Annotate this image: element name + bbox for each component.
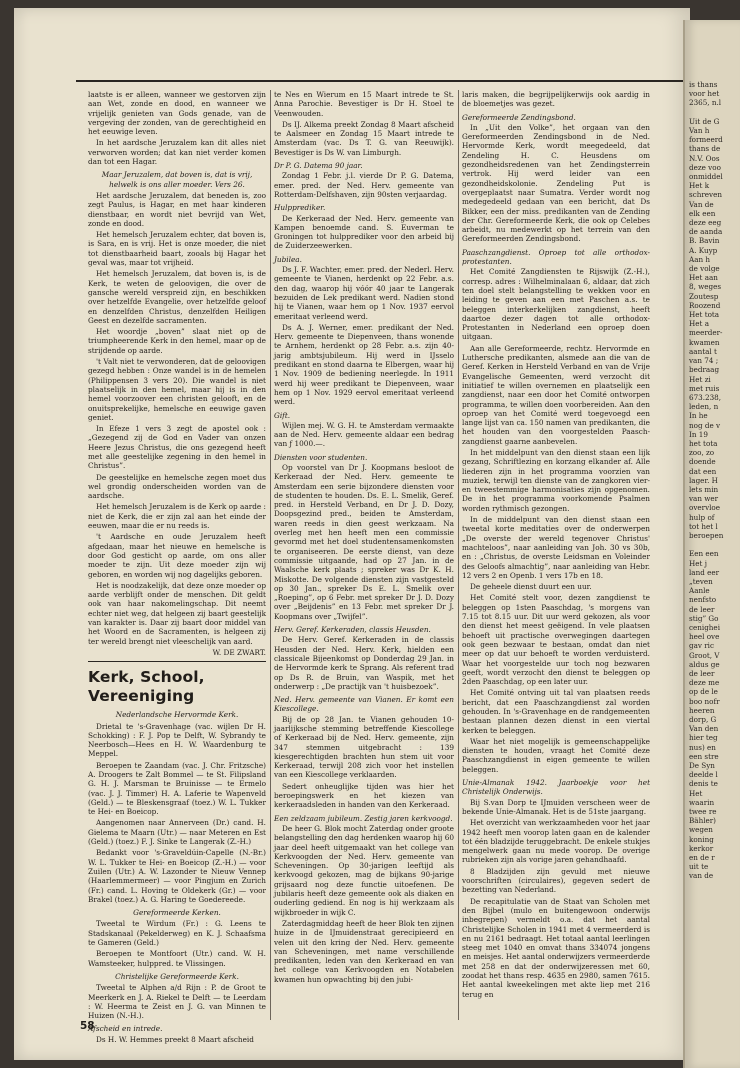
fragment-line: zoo, zo <box>689 448 715 458</box>
author-signature: W. DE ZWART. <box>212 647 266 657</box>
fragment-line: Zoutesp <box>689 291 719 301</box>
paragraph: De heer G. Blok mocht Zaterdag onder groote belangstelling den dag herdenken waarop hij 60 jaar deel heeft uitgemaakt van het college van Kerkvoogden der Ned. Herv. gemeente van Scheveningen. Op 30-jarigen leeftijd als kerkvoogd gekozen, mag de bijkans 90-jarige grijsaard nog deze functie uitoefenen. De jubilaris heeft deze gemeente ook als diaken en ouderling gediend. En nog is hij werkzaam als wijkbroeder in wijk C. <box>274 823 454 917</box>
paragraph: De recapitulatie van de Staat van Scholen met den Bijbel (mulo en buitengewoon onderwijs inbegrepen) vermeldt o.a. dat het aantal Christelijke Scholen in 1941 met 4 vermeerderd is en nu 2161 bedraagt. Het totaal aantal leerlingen steeg met 1040 en omvat thans 334074 jongens en meisjes. Het aantal onderwijzers vermeerderde met 258 en dat der onderwijzeressen met 60, zoodat het thans resp. 4635 en 2980, samen 7615. Het aantal kweekelingen met akte liep met 216 terug en <box>462 896 650 999</box>
article-heading: Gereformeerde Zendingsbond. <box>462 112 576 122</box>
fragment-line: van de <box>689 871 714 881</box>
fragment-line: deze me <box>689 678 720 688</box>
bible-quote: Maar Jeruzalem, dat boven is, dat is vrij, helwelk is ons aller moeder. Vers 26. <box>101 170 253 189</box>
paragraph: 't Aardsche en oude Jeruzalem heeft afgedaan, maar het nieuwe en hemelsche is door God gesticht op aarde, om ons aller moeder te zijn. Uit deze moeder zijn wij geboren, en worden wij nog dagelijks geboren. <box>88 532 266 579</box>
fragment-line: Een een <box>689 549 719 559</box>
paragraph: 8 Bladzijden zijn gevuld met nieuwe voorschriften (circulaires), gegeven sedert de bezetting van Nederland. <box>462 866 650 895</box>
fragment-line: Het <box>689 788 703 798</box>
fragment-line: nus) en <box>689 742 716 752</box>
fragment-line: van wer <box>689 494 719 504</box>
paragraph: In het aardsche Jeruzalem kan dit alles niet verworven worden; dat kan niet verder komen dan tot een Hagar. <box>88 138 266 167</box>
paragraph: 't Valt niet te verwonderen, dat de geloovigen gezegd hebben : Onze wandel is in de hemelen (Philippensen 3 vers 20). Die wandel is niet plaatselijk in den hemel, maar hij is in den hemel voorzoover een christen gelooft, en de onuitsprekelijke, hemelsche en eeuwige gaven geniet. <box>88 357 266 422</box>
article-heading: Ned. Herv. gemeente van Vianen. Er komt een Kiescollege. <box>274 695 454 714</box>
article-heading: Paaschzangdienst. Oproep tot alle orthodox-protestanten. <box>462 247 650 267</box>
fragment-line: de volge <box>689 264 720 274</box>
fragment-line: van 74 ; <box>689 356 719 366</box>
fragment-line: is thans <box>689 80 718 89</box>
fragment-line: Bähler) <box>689 816 716 826</box>
fragment-line: een stre <box>689 751 719 761</box>
paragraph: Het Comité ontving uit tal van plaatsen reeds bericht, dat een Paaschzangdienst zal worden gehouden. In 's-Gravenhage en de randgemeenten bestaan plannen dezen dienst in een viertal kerken te beleggen. <box>462 688 650 735</box>
fragment-line: In 19 <box>689 429 708 439</box>
fragment-line: op de le <box>689 687 718 697</box>
newspaper-page <box>14 8 690 1060</box>
paragraph: Aangenomen naar Annerveen (Dr.) cand. H. Gielema te Maarn (Utr.) — naar Meteren en Est (Geld.) (toez.) F. J. Sinke te Langerak (Z.-H.) <box>88 818 266 847</box>
fragment-line: leden, n <box>689 402 719 412</box>
paragraph: De geheele dienst duurt een uur. <box>470 582 592 592</box>
article-heading: Afscheid en intrede. <box>88 1024 163 1034</box>
fragment-line: overvloe <box>689 503 721 513</box>
church-subheading: Nederlandsche Hervormde Kerk. <box>115 710 239 720</box>
fragment-line: de aanda <box>689 227 723 237</box>
article-heading: Hulpprediker. <box>274 203 326 213</box>
paragraph: Beroepen te Zaandam (vac. J. Chr. Fritzsche) A. Droogers te Zalt Bommel — te St. Filipsland G. H. J. Marsman te Bruinisse — te Ermelo (vac. J. J. Timmer) H. A. Laferie te Wapenveld (Geld.) — te Bleskensgraaf (toez.) W. L. Tukker te Hei- en Boeicop. <box>88 760 266 817</box>
fragment-line: Uit de G <box>689 116 720 126</box>
paragraph: Bij S.van Dorp te IJmuiden verscheen weer de bekende Unie-Almanak. Het is de 51ste jaargang. <box>462 797 650 816</box>
fragment-line: Het j <box>689 558 707 568</box>
fragment-line: heel ove <box>689 632 720 642</box>
fragment-line: „teven <box>689 576 713 586</box>
fragment-line: het tota <box>689 438 718 448</box>
page-number: 58 <box>80 1020 95 1032</box>
fragment-line: lets min <box>689 484 719 494</box>
article-heading: Diensten voor studenten. <box>274 452 368 462</box>
fragment-line: onmiddel <box>689 172 723 182</box>
fragment-line: doende <box>689 457 716 467</box>
fragment-line: 8, weges <box>689 282 722 292</box>
fragment-line: twee re <box>689 807 717 817</box>
paragraph: Zondag 1 Febr. j.l. vierde Dr P. G. Datema, emer. pred. der Ned. Herv. gemeente van Rotterdam-Delfshaven, zijn 90sten verjaardag. <box>274 171 454 199</box>
fragment-line: Van h <box>689 126 710 136</box>
fragment-line: Groot, V <box>689 650 720 660</box>
paragraph: Bedankt voor 's-Graveldúin-Capelle (N.-Br.) W. L. Tukker te Hei- en Boeicop (Z.-H.) — voor Zuilen (Utr.) A. W. Lazonder te Nieuw Vennep (Haarlemmermeer) — voor Pingjum en Zurich (Fr.) cand. L. Hoving te Oldekerk (Gr.) — voor Brakel (toez.) A. G. Haring te Goedereede. <box>88 848 266 904</box>
column-2 <box>274 90 454 1020</box>
fragment-line: dat een <box>689 466 717 476</box>
fragment-line: Aanle <box>689 586 710 596</box>
paragraph: Aan alle Gereformeerde, rechtz. Hervormde en Luthersche predikanten, alsmede aan die van de Geref. Kerken in Hersteld Verband en van de Vrije Evangelische Gemeenten, werd verzocht dit initiatief te willen overnemen en plaatselijk een zangdienst, naar een door het Comité ontworpen programma, te willen doen voorbereiden. Aan den oproep van het Comité werd toegevoegd een lange lijst van ca. 150 namen van predikanten, die het houden van den voorgestelden Paasch-zangdienst gaarne aanbevelen. <box>462 343 650 446</box>
article-heading: Gift. <box>274 410 291 420</box>
section-title: Kerk, School, Vereeniging <box>88 668 205 706</box>
fragment-line: elk een <box>689 208 716 218</box>
paragraph: Wijlen mej. W. G. H. te Amsterdam vermaakte aan de Ned. Herv. gemeente aldaar een bedrag van ƒ 1000.—. <box>274 420 454 449</box>
fragment-line: hulp of <box>689 512 715 522</box>
section-divider <box>88 661 266 662</box>
paragraph: Het woordje „boven” slaat niet op de triumpheerende Kerk in den hemel, maar op de strijdende op aarde. <box>88 327 266 355</box>
paragraph: Drietal te 's-Gravenhage (vac. wijlen Dr H. Schokking) : F. J. Pop te Delft, W. Sybrandy te Neerbosch—Hees en H. W. Waardenburg te Meppel. <box>88 721 266 759</box>
fragment-line: 2365, n.l <box>689 98 722 108</box>
paragraph: Het hemelsch Jeruzalem echter, dat boven is, is Sara, en is vrij. Het is onze moeder, die niet tot dienstbaarheid baart, zooals bij Hagar het geval was, maar tot vrijheid. <box>88 230 266 268</box>
paragraph: laris maken, die begrijpelijkerwijs ook aardig in de bloemetjes was gezet. <box>462 90 650 109</box>
column-1 <box>88 90 266 1044</box>
fragment-line: stig” Go <box>689 613 719 623</box>
article-heading: Herv. Geref. Kerkeraden, classis Heusden. <box>274 625 431 635</box>
paragraph: Waar het niet mogelijk is gemeenschappelijke diensten te houden, vraagt het Comité deze Paaschzangdienst in eigen gemeente te willen beleggen. <box>462 736 650 774</box>
paragraph: Zaterdagmiddag heeft de heer Blok ten zijnen huize in de IJmuidenstraat gerecipieerd en velen uit den kring der Ned. Herv. gemeente van Scheveningen, met name verschillende predikanten, leden van den Kerkeraad en van het college van Kerkvoogden en Notabelen kwamen hun opwachting bij den jubi- <box>274 918 454 984</box>
fragment-line: Het aan <box>689 273 718 283</box>
fragment-line: lager. H <box>689 475 718 485</box>
fragment-line: deelde l <box>689 770 718 780</box>
fragment-line <box>689 540 738 549</box>
column-divider <box>270 90 271 1020</box>
paragraph: De geestelijke en hemelsche zegen moet dus wel grondig onderscheiden worden van de aardsche. <box>88 472 266 501</box>
article-heading: Een zeldzaam jubileum. Zestig jaren kerkvoogd. <box>274 813 453 823</box>
fragment-line: nog de v <box>689 420 721 430</box>
fragment-line: aldus ge <box>689 659 720 669</box>
paragraph: Ds IJ. Alkema preekt Zondag 8 Maart afscheid te Aalsmeer en Zondag 15 Maart intrede te Amsterdam (vac. Ds T. G. van Reeuwijk). Bevestiger is Ds W. van Limburgh. <box>274 119 454 157</box>
fragment-line: Het tota <box>689 310 720 320</box>
article-heading: Dr P. G. Datema 90 jaar. <box>274 161 363 171</box>
fragment-line: wegen <box>689 825 713 835</box>
fragment-line: Het k <box>689 181 710 191</box>
church-subheading: Gereformeerde Kerken. <box>133 908 221 918</box>
paragraph: Het Comité Zangdiensten te Rijswijk (Z.-H.), corresp. adres : Wilhelminalaan 6, aldaar, dat zich ten doel stelt belangstelling te wekken voor en leiding te geven aan een met Paschen a.s. te beleggen interkerkelijken zangdienst, heeft daartoe dezer dagen tot alle orthodox-Protestanten in Nederland een oproep doen uitgaan. <box>462 267 650 342</box>
paragraph: Het overzicht van werkzaamheden voor het jaar 1942 heeft men voorop laten gaan en de kalender tot één bladzijde teruggebracht. De enkele stukjes mengelwerk gaan nu mede voorop. De overige rubrieken zijn als vorige jaren gehandhaafd. <box>462 818 650 865</box>
top-rule <box>76 80 688 82</box>
fragment-line: B. Bavin <box>689 236 720 246</box>
fragment-line: land eer <box>689 567 720 577</box>
paragraph: In de middelpunt van den dienst staan een tweetal korte meditaties over de onderwerpen „De overste der wereld tegenover Christus' machteloos”, naar aanleiding van Joh. 30 vs 30b, en : „Christus, de overste Leidsman en Voleinder des Geloofs almachtig”, naar aanleiding van Hebr. 12 vers 2 en Openb. 1 vers 17b en 18. <box>462 515 650 580</box>
fragment-line: heeren <box>689 705 715 715</box>
fragment-line: thans de <box>689 144 721 154</box>
paragraph: Het aardsche Jeruzalem, dat beneden is, zoo zegt Paulus, is Hagar, en met haar kinderen dienstbaar, en wordt niet bevrijd van Wet, zonde en dood. <box>88 190 266 228</box>
fragment-line: De Syn <box>689 761 715 771</box>
paragraph: Sedert onheuglijke tijden was hier het beroepingswerk en het kiezen van kerkeraadsleden in handen van den Kerkeraad. <box>274 781 454 810</box>
fragment-line: Van de <box>689 199 714 209</box>
fragment-line: aantal t <box>689 346 717 356</box>
fragment-line: Het zi <box>689 374 711 384</box>
fragment-line: Het a <box>689 319 709 329</box>
fragment-line: kwamen <box>689 337 720 347</box>
paragraph: De Herv. Geref. Kerkeraden in de classis Heusden der Ned. Herv. Kerk, hielden een classicale Bijeenkomst op Donderdag 29 Jan. in de Hervormde kerk te Sprang. Als referent trad op Ds R. de Bruin, van Waspik, met het onderwerp : „De practijk van 't huisbezoek”. <box>274 635 454 691</box>
fragment-line: voor het <box>689 89 720 99</box>
fragment-line: Aan h <box>689 254 711 264</box>
fragment-line: deze eeg <box>689 218 722 228</box>
paragraph: Het hemelsch Jeruzalem, dat boven is, is de Kerk, te weten de geloovigen, die over de gansche wereld verspreid zijn, en beschikken over hetzelfde Evangelie, over hetzelfde geloof en denzelfden Christus, denzelfden Heiligen Geest en dezelfde sacramenten. <box>88 269 266 325</box>
church-subheading: Christelijke Gereformeerde Kerk. <box>115 971 239 981</box>
fragment-line <box>689 108 738 117</box>
fragment-line: met ruis <box>689 383 720 393</box>
paragraph: Ds A. J. Werner, emer. predikant der Ned. Herv. gemeente te Diepenveen, thans wonende te Arnhem, herdenkt op 28 Febr. a.s. zijn 40-jarig ambtsjubileum. Hij werd in IJsselo predikant en stond daarna te Elbergen, waar hij 1 Nov. 1909 de bediening neerlegde. In 1911 werd hij weer predikant te Diepenveen, waar hem op 1 Nov. 1929 eervol emeritaat verleend werd. <box>274 322 454 407</box>
fragment-line: hier teg <box>689 733 718 743</box>
paragraph: laatste is er alleen, wanneer we gestorven zijn aan Wet, zonde en dood, en wanneer we vrijelijk genieten van Gods genade, van de vergeving der zonden, van de gerechtigheid en het eeuwige leven. <box>88 90 266 137</box>
fragment-line: de leer <box>689 669 715 678</box>
paragraph: De Kerkeraad der Ned. Herv. gemeente van Kampen benoemde cand. S. Euverman te Groningen tot hulpprediker voor den arbeid bij de Zuiderzeewerken. <box>274 213 454 251</box>
fragment-line: uit te <box>689 862 709 872</box>
fragment-line: dorp, G <box>689 715 717 725</box>
fragment-line: Roozend <box>689 300 721 310</box>
fragment-line: de leer <box>689 604 715 614</box>
fragment-line: nenfsto <box>689 595 717 605</box>
adjacent-page-text <box>685 20 740 881</box>
article-heading: Jubilea. <box>274 254 302 264</box>
paragraph: Tweetal te Wirdum (Fr.) : G. Leens te Stadskanaal (Pekelderweg) en K. J. Schaafsma te Gameren (Geld.) <box>88 919 266 948</box>
fragment-line: In he <box>689 411 708 421</box>
paragraph: In het middelpunt van den dienst staan een lijk gezang, Schriftlezing en korzang elkander af. Alle liederen zijn in het programma voorzien van muziek, terwijl ten dienste van de zangkoren vier- en tweestemmige harmonisaties zijn opgenomen. De in het programma voorkomende Psalmen worden rythmisch gezongen. <box>462 447 650 513</box>
fragment-line: tot het l <box>689 521 718 531</box>
fragment-line: A. Kuyp <box>689 245 718 255</box>
paragraph: Bij de op 28 Jan. te Vianen gehouden 10-jaarlijksche stemming betreffende Kiescollege of Kerkeraad bij de Ned. Herv. gemeente, zijn 347 stemmen uitgebracht : 139 kiesgerechtigden brachten hun stem uit voor Kerkeraad, terwijl 208 zich voor het instellen van een Kiescollege verklaarden. <box>274 714 454 780</box>
fragment-line: 673.238, <box>689 392 722 402</box>
column-3 <box>462 90 650 1020</box>
fragment-line: schreven <box>689 190 722 200</box>
fragment-line: denis te <box>689 779 718 789</box>
column-divider <box>458 90 459 1020</box>
fragment-line: waarin <box>689 797 715 807</box>
paragraph: Beroepen te Montfoort (Utr.) cand. W. H. Wamsteeker, hulppred. te Vlissingen. <box>88 949 266 968</box>
fragment-line: en de r <box>689 853 715 863</box>
fragment-line: kerkor <box>689 843 714 853</box>
paragraph: Op voorstel van Dr J. Koopmans besloot de Kerkeraad der Ned. Herv. gemeente te Amsterdam een serie bijzondere diensten voor de studenten te houden. Ds. E. L. Smelik, Geref. pred. in Hersteld Verband, en Dr J. D. Dozy, Doopsgezind pred., beiden te Amsterdam, waren reeds in dien geest werkzaam. Na overleg met hen heeft men een commissie gevormd met het doel studentensamenkomsten te organiseeren. De eerste dienst, van deze commissie uitgaande, had op 27 Jan. in de Waalsche kerk plaats ; spreker was Dr K. H. Miskotte. De volgende diensten zijn vastgesteld op 30 Jan., spreker Ds E. L. Smelik over „Roeping”, op 6 Febr. met spreker Dr J. D. Dozy over „Beijdenis” en 13 Febr. met spreker Dr J. Koopmans over „Twijfel”. <box>274 462 454 621</box>
fragment-line: koning <box>689 834 714 844</box>
paragraph: Het Comité stelt voor, dezen zangdienst te beleggen op 1sten Paaschdag, 's morgens van 7.15 tot 8.15 uur. Dit uur werd gekozen, als voor den dienst het meest geëigend. In vele plaatsen behoeft uit practische overwegingen daartegen ook geen bezwaar te bestaan, omdat dan niet meer op dat uur behoeft te worden verduisterd. Waar het voorgestelde uur toch nog bezwaren geeft, wordt verzocht den dienst te beleggen op 2den Paaschdag, op een later uur. <box>462 593 650 687</box>
paragraph: te Nes en Wierum en 15 Maart intrede te St. Anna Parochie. Bevestiger is Dr H. Stoel te Veenwouden. <box>274 90 454 118</box>
paragraph: In Efeze 1 vers 3 zegt de apostel ook : „Gezegend zij de God en Vader van onzen Heere Jezus Christus, die ons gezegend heeft met alle geestelijke zegening in den hemel in Christus”. <box>88 424 266 471</box>
paragraph: Tweetal te Alphen a/d Rijn : P. de Groot te Meerkerk en J. A. Riekel te Delft — te Leerdam : W. Heerma te Zeist en J. G. van Minnen te Huizen (N.-H.). <box>88 983 266 1021</box>
paragraph: Ds J. F. Wachter, emer. pred. der Nederl. Herv. gemeente te Vianen, herdenkt op 22 Febr. a.s. den dag, waarop hij vóór 40 jaar te Langerak bezuiden de Lek predikant werd. Nadien stond hij te Vianen, waar hem op 1 Nov. 1937 eervol emeritaat verleend werd. <box>274 265 454 321</box>
fragment-line: bedraag <box>689 365 720 375</box>
article-heading: Unie-Almanak 1942. Jaarboekje voor het Christelijk Onderwijs. <box>462 778 650 797</box>
fragment-line: boo nofr <box>689 696 720 706</box>
fragment-line: deze voo <box>689 162 721 172</box>
fragment-line: Van den <box>689 724 719 734</box>
fragment-line: meerder- <box>689 328 723 338</box>
paragraph: Het hemelsch Jeruzalem is de Kerk op aarde : niet de Kerk, die er zijn zal aan het einde der eeuwen, maar die er nu reeds is. <box>88 502 266 531</box>
paragraph: Ds H. W. Hemmes preekt 8 Maart afscheid <box>96 1034 254 1044</box>
fragment-line: beroepen <box>689 530 724 540</box>
fragment-line: cenighei <box>689 622 720 632</box>
fragment-line: gav ric <box>689 641 714 651</box>
fragment-line: formeerd <box>689 135 723 145</box>
paragraph: Het is noodzakelijk, dat deze onze moeder op aarde verblijft onder de menschen. Dit geldt ook van haar nakomelingschap. Dit neemt echter niet weg, dat helgeen zij baart geestelijk van karakter is. Daar zij baart door middel van het Woord en de Sacramenten, is helgeen zij ter wereld brengt niet vleeschelijk van aard. <box>88 580 266 646</box>
paragraph: In „Uit den Volke”, het orgaan van den Gereformeerden Zendingsbond in de Ned. Hervormde Kerk, wordt meegedeeld, dat Zendeling H. C. Heusdens om gezondheidsredenen van het Zendingsterrein vertrok. Hij werd leider van een gezondheidskolonie. Zendeling Put is overgeplaatst naar Sumatra. Verder wordt nog medegedeeld gedaan van een bericht, dat Ds Bikker, een der miss. predikanten van de Zending der Chr. Gereformeerde Kerk, die ook op Celebes arbeidt, nu medewerkt op het terrein van den Gereformeerden Zendingsbond. <box>462 122 650 244</box>
fragment-line: N.V. Oos <box>689 153 720 163</box>
adjacent-page-fragment <box>683 20 740 1068</box>
